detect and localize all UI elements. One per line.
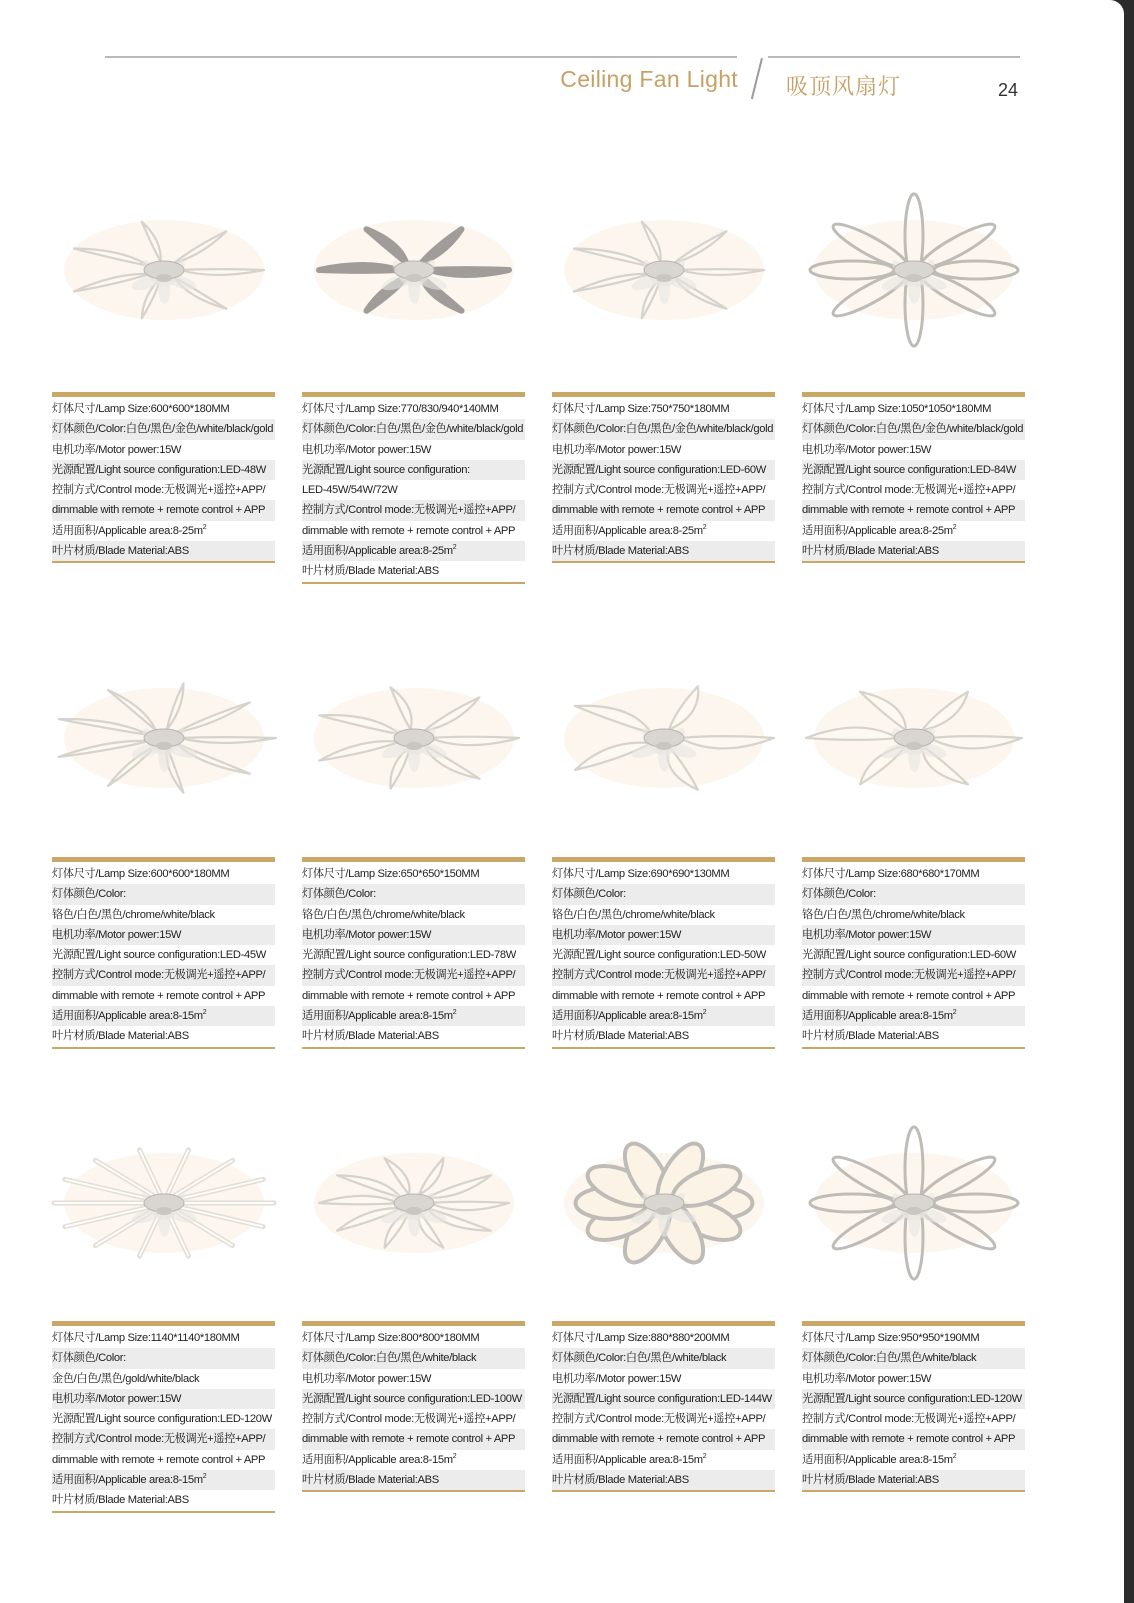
spec-line: 控制方式/Control mode:无极调光+遥控+APP/ (302, 1413, 516, 1426)
spec-line: 叶片材质/Blade Material:ABS (552, 541, 775, 561)
spec-line: 叶片材质/Blade Material:ABS (802, 1030, 939, 1043)
page-title-en: Ceiling Fan Light (560, 66, 738, 92)
spec-line: 灯体颜色/Color:白色/黑色/金色/white/black/gold (52, 419, 275, 439)
spec-line: dimmable with remote + remote control + APP (552, 989, 766, 1002)
spec-line: 适用面积/Applicable $area:8-15m^2$ (302, 1006, 525, 1026)
ceiling-fan-light-heart-petals-icon (544, 1125, 784, 1295)
spec-line: 灯体颜色/Color:白色/黑色/white/black (802, 1348, 1025, 1368)
product-spec-block (552, 857, 775, 1049)
spec-line: 适用面积/Applicable $area:8-25m^2$ (52, 523, 207, 537)
spec-line: 灯体尺寸/Lamp Size:1050*1050*180MM (802, 403, 992, 415)
spec-line: 控制方式/Control mode:无极调光+遥控+APP/ (552, 484, 766, 497)
spec-line: 铬色/白色/黑色/chrome/white/black (52, 908, 215, 921)
ceiling-fan-light-spiral-blades-icon (44, 660, 284, 830)
spec-line: dimmable with remote + remote control + APP (52, 500, 275, 520)
spec-line: 灯体尺寸/Lamp Size:600*600*180MM (52, 403, 230, 415)
spec-line: 光源配置/Light source configuration:LED-100W (302, 1389, 525, 1409)
spec-line: 灯体尺寸/Lamp Size:680*680*170MM (802, 868, 980, 880)
product-spec-block (52, 857, 275, 1049)
spec-line: 灯体颜色/Color: (302, 884, 525, 904)
spec-line: 光源配置/Light source configuration:LED-78W (302, 949, 516, 962)
ceiling-fan-light-straight-bars-icon (44, 1125, 284, 1295)
spec-line: dimmable with remote + remote control + APP (52, 989, 266, 1002)
spec-line: 电机功率/Motor power:15W (552, 443, 682, 456)
spec-line: 灯体颜色/Color: (802, 884, 1025, 904)
spec-line: 铬色/白色/黑色/chrome/white/black (302, 908, 465, 921)
spec-line: 控制方式/Control mode:无极调光+遥控+APP/ (52, 965, 275, 985)
ceiling-fan-light-pinwheel-icon (794, 660, 1034, 830)
spec-line: dimmable with remote + remote control + APP (302, 524, 516, 537)
spec-line: 灯体尺寸/Lamp Size:650*650*150MM (302, 868, 480, 880)
spec-line: 电机功率/Motor power:15W (52, 443, 182, 456)
spec-line: 灯体尺寸/Lamp Size:950*950*190MM (802, 1332, 980, 1344)
ceiling-fan-light-curved-blades-icon (544, 192, 784, 362)
spec-line: 叶片材质/Blade Material:ABS (52, 541, 275, 561)
ceiling-fan-light-curved-blades-icon (44, 192, 284, 362)
ceiling-fan-light-flower-outline-icon (294, 192, 534, 362)
spec-line: 适用面积/Applicable $area:8-25m^2$ (802, 523, 957, 537)
spec-line: 适用面积/Applicable $area:8-15m^2$ (552, 1006, 775, 1026)
spec-line: 电机功率/Motor power:15W (552, 1372, 682, 1385)
spec-line: 灯体尺寸/Lamp Size:880*880*200MM (552, 1332, 730, 1344)
product-spec-block (302, 857, 525, 1049)
spec-line: 光源配置/Light source configuration:LED-144W (552, 1389, 775, 1409)
spec-line: 铬色/白色/黑色/chrome/white/black (552, 908, 715, 921)
spec-line: 灯体尺寸/Lamp Size:800*800*180MM (302, 1332, 480, 1344)
spec-line: 控制方式/Control mode:无极调光+遥控+APP/ (552, 965, 775, 985)
spec-line: 灯体颜色/Color:白色/黑色/white/black (302, 1348, 525, 1368)
spec-line: 光源配置/Light source configuration:LED-120W (802, 1389, 1025, 1409)
ceiling-fan-light-swirl-leaves-icon (294, 1125, 534, 1295)
product-spec-block (802, 392, 1025, 563)
ceiling-fan-light-petal-rings-icon (794, 192, 1034, 362)
spec-line: 灯体颜色/Color:白色/黑色/金色/white/black/gold (302, 419, 525, 439)
spec-line: 光源配置/Light source configuration:LED-120W (52, 1413, 272, 1426)
spec-line: 适用面积/Applicable $area:8-15m^2$ (802, 1452, 957, 1466)
spec-line: 控制方式/Control mode:无极调光+遥控+APP/ (802, 1413, 1016, 1426)
spec-line: 叶片材质/Blade Material:ABS (52, 1030, 189, 1043)
spec-line: 叶片材质/Blade Material:ABS (302, 1030, 439, 1043)
ceiling-fan-light-wide-petal-icon (544, 660, 784, 830)
spec-line: 光源配置/Light source configuration: (302, 460, 525, 480)
product-spec-block (52, 392, 275, 563)
spec-line: 控制方式/Control mode:无极调光+遥控+APP/ (302, 965, 525, 985)
spec-line: 适用面积/Applicable $area:8-15m^2$ (302, 1452, 457, 1466)
spec-line: 控制方式/Control mode:无极调光+遥控+APP/ (52, 484, 266, 497)
spec-line: 电机功率/Motor power:15W (552, 925, 775, 945)
spec-line: dimmable with remote + remote control + APP (302, 1429, 525, 1449)
product-spec-block (302, 1321, 525, 1492)
spec-line: 光源配置/Light source configuration:LED-60W (552, 460, 775, 480)
spec-line: 铬色/白色/黑色/chrome/white/black (802, 908, 965, 921)
spec-line: 灯体尺寸/Lamp Size:690*690*130MM (552, 868, 730, 880)
spec-line: 电机功率/Motor power:15W (802, 1372, 932, 1385)
spec-line: 叶片材质/Blade Material:ABS (552, 1030, 689, 1043)
spec-line: 控制方式/Control mode:无极调光+遥控+APP/ (802, 484, 1016, 497)
spec-line: 电机功率/Motor power:15W (802, 925, 1025, 945)
spec-line: 适用面积/Applicable $area:8-25m^2$ (302, 541, 525, 561)
header-rule-right (768, 56, 1020, 58)
spec-line: 灯体尺寸/Lamp Size:770/830/940*140MM (302, 403, 499, 415)
spec-line: 电机功率/Motor power:15W (802, 443, 932, 456)
spec-line: 电机功率/Motor power:15W (302, 1372, 432, 1385)
header-rule-left (105, 56, 737, 58)
spec-line: 适用面积/Applicable $area:8-15m^2$ (802, 1006, 1025, 1026)
spec-line: 光源配置/Light source configuration:LED-50W (552, 949, 766, 962)
header-divider-slash (751, 58, 763, 99)
spec-line: 灯体尺寸/Lamp Size:600*600*180MM (52, 868, 230, 880)
spec-line: 控制方式/Control mode:无极调光+遥控+APP/ (52, 1429, 275, 1449)
ceiling-fan-light-oval-rings-icon (794, 1125, 1034, 1295)
spec-line: 金色/白色/黑色/gold/white/black (52, 1372, 200, 1385)
product-spec-block (802, 857, 1025, 1049)
spec-line: 灯体颜色/Color: (52, 884, 275, 904)
spec-line: dimmable with remote + remote control + APP (552, 500, 775, 520)
spec-line: 电机功率/Motor power:15W (302, 925, 525, 945)
spec-line: 适用面积/Applicable $area:8-15m^2$ (52, 1006, 275, 1026)
spec-line: 叶片材质/Blade Material:ABS (52, 1494, 189, 1507)
spec-line: 光源配置/Light source configuration:LED-84W (802, 460, 1025, 480)
product-spec-block (552, 392, 775, 563)
spec-line: 适用面积/Applicable $area:8-25m^2$ (552, 523, 707, 537)
spec-line: 灯体尺寸/Lamp Size:750*750*180MM (552, 403, 730, 415)
spec-line: 适用面积/Applicable $area:8-15m^2$ (52, 1470, 275, 1490)
spec-line: 叶片材质/Blade Material:ABS (802, 541, 1025, 561)
spec-line: 叶片材质/Blade Material:ABS (802, 1470, 1025, 1490)
spec-line: 叶片材质/Blade Material:ABS (302, 1470, 525, 1490)
spec-line: 电机功率/Motor power:15W (302, 443, 432, 456)
spec-line: dimmable with remote + remote control + APP (802, 989, 1016, 1002)
spec-line: 灯体颜色/Color:白色/黑色/white/black (552, 1348, 775, 1368)
spec-line: LED-45W/54W/72W (302, 484, 398, 497)
product-spec-block (52, 1321, 275, 1513)
product-spec-block (302, 392, 525, 584)
spec-line: 控制方式/Control mode:无极调光+遥控+APP/ (302, 500, 525, 520)
spec-line: 灯体颜色/Color: (52, 1348, 275, 1368)
spec-line: 光源配置/Light source configuration:LED-45W (52, 949, 266, 962)
spec-line: 电机功率/Motor power:15W (52, 1389, 275, 1409)
spec-line: 灯体颜色/Color:白色/黑色/金色/white/black/gold (552, 419, 775, 439)
spec-line: 控制方式/Control mode:无极调光+遥控+APP/ (802, 965, 1025, 985)
spec-line: 叶片材质/Blade Material:ABS (552, 1470, 775, 1490)
spec-line: 叶片材质/Blade Material:ABS (302, 565, 439, 578)
spec-line: 适用面积/Applicable $area:8-15m^2$ (552, 1452, 707, 1466)
spec-line: 灯体尺寸/Lamp Size:1140*1140*180MM (52, 1332, 240, 1344)
spec-line: 光源配置/Light source configuration:LED-60W (802, 949, 1016, 962)
spec-line: dimmable with remote + remote control + APP (552, 1429, 775, 1449)
spec-line: dimmable with remote + remote control + APP (52, 1453, 266, 1466)
product-spec-block (552, 1321, 775, 1492)
product-spec-block (802, 1321, 1025, 1492)
page-title-cn: 吸顶风扇灯 (786, 74, 902, 99)
page-number: 24 (998, 80, 1019, 100)
spec-line: 灯体颜色/Color: (552, 884, 775, 904)
spec-line: 光源配置/Light source configuration:LED-48W (52, 460, 275, 480)
spec-line: 灯体颜色/Color:白色/黑色/金色/white/black/gold (802, 419, 1025, 439)
spec-line: dimmable with remote + remote control + APP (302, 989, 516, 1002)
spec-line: 电机功率/Motor power:15W (52, 925, 275, 945)
ceiling-fan-light-leaf-blades-icon (294, 660, 534, 830)
spec-line: 控制方式/Control mode:无极调光+遥控+APP/ (552, 1413, 766, 1426)
spec-line: dimmable with remote + remote control + APP (802, 1429, 1025, 1449)
spec-line: dimmable with remote + remote control + APP (802, 500, 1025, 520)
